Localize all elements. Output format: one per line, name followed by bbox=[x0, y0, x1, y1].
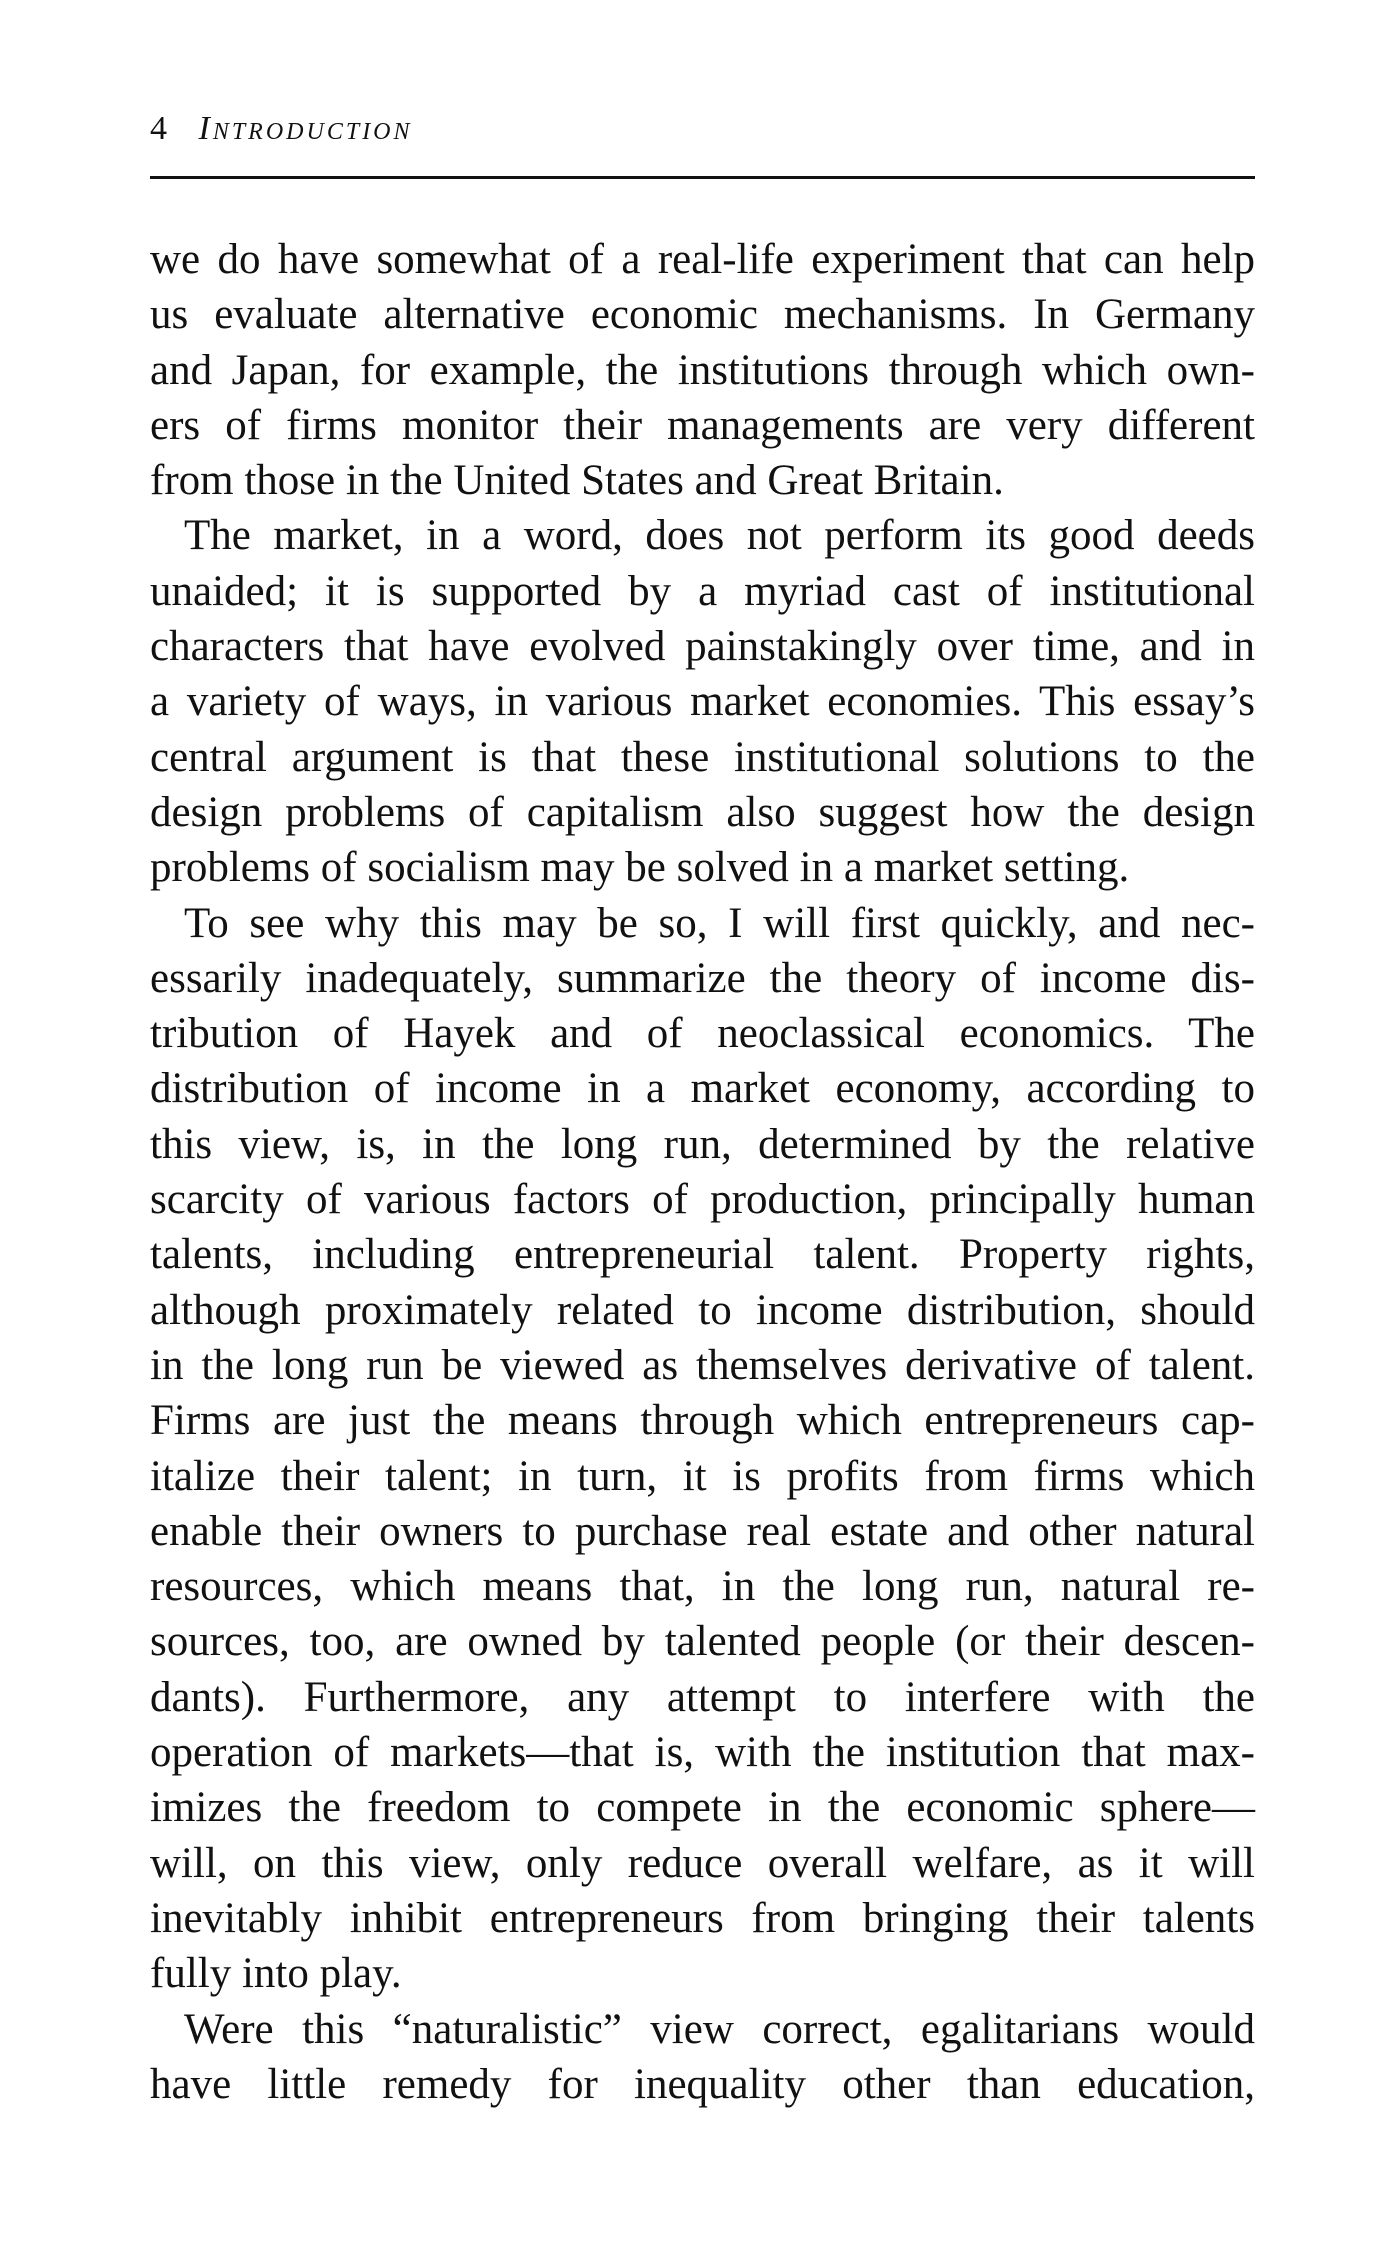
text-line: a variety of ways, in various market economies. This essay’s bbox=[150, 678, 1255, 726]
text-line: have little remedy for inequality other than education, bbox=[150, 2060, 1255, 2108]
section-title: Introduction bbox=[198, 110, 413, 147]
text-line: distribution of income in a market economy, according to bbox=[150, 1065, 1255, 1113]
text-line: problems of socialism may be solved in a market setting. bbox=[150, 844, 1130, 892]
text-line: us evaluate alternative economic mechanisms. In Germany bbox=[150, 291, 1255, 339]
text-line: will, on this view, only reduce overall welfare, as it will bbox=[150, 1839, 1255, 1887]
text-line: essarily inadequately, summarize the theory of income dis- bbox=[150, 954, 1255, 1002]
text-line: unaided; it is supported by a myriad cast of institutional bbox=[150, 567, 1255, 615]
text-line: enable their owners to purchase real estate and other natural bbox=[150, 1507, 1255, 1555]
text-line: tribution of Hayek and of neoclassical economics. The bbox=[150, 1010, 1255, 1058]
text-line: central argument is that these institutional solutions to the bbox=[150, 733, 1255, 781]
text-line: talents, including entrepreneurial talent. Property rights, bbox=[150, 1231, 1255, 1279]
text-line: The market, in a word, does not perform its good deeds bbox=[184, 512, 1255, 560]
text-line: resources, which means that, in the long run, natural re- bbox=[150, 1563, 1255, 1611]
page-number: 4 bbox=[150, 110, 168, 147]
text-line: and Japan, for example, the institutions through which own- bbox=[150, 346, 1255, 394]
text-line: Were this “naturalistic” view correct, egalitarians would bbox=[184, 2005, 1255, 2053]
text-line: italize their talent; in turn, it is profits from firms which bbox=[150, 1452, 1255, 1500]
text-line: inevitably inhibit entrepreneurs from bringing their talents bbox=[150, 1894, 1255, 1942]
text-line: imizes the freedom to compete in the economic sphere— bbox=[150, 1784, 1255, 1832]
body-text bbox=[150, 232, 1255, 2112]
text-line: in the long run be viewed as themselves derivative of talent. bbox=[150, 1341, 1255, 1389]
text-line: this view, is, in the long run, determined by the relative bbox=[150, 1120, 1255, 1168]
text-line: design problems of capitalism also suggest how the design bbox=[150, 788, 1255, 836]
text-line: operation of markets—that is, with the institution that max- bbox=[150, 1729, 1255, 1777]
header-rule bbox=[150, 176, 1255, 179]
text-line: dants). Furthermore, any attempt to interfere with the bbox=[150, 1673, 1255, 1721]
text-line: sources, too, are owned by talented people (or their descen- bbox=[150, 1618, 1255, 1666]
running-head bbox=[150, 112, 413, 146]
text-line: although proximately related to income distribution, should bbox=[150, 1286, 1255, 1334]
text-line: Firms are just the means through which entrepreneurs cap- bbox=[150, 1397, 1255, 1445]
text-line: ers of firms monitor their managements are very different bbox=[150, 401, 1255, 449]
text-line: characters that have evolved painstakingly over time, and in bbox=[150, 623, 1255, 671]
text-line: fully into play. bbox=[150, 1950, 402, 1998]
text-line: we do have somewhat of a real-life experiment that can help bbox=[150, 236, 1255, 283]
text-line: from those in the United States and Great Britain. bbox=[150, 457, 1004, 505]
text-line: scarcity of various factors of production, principally human bbox=[150, 1176, 1255, 1224]
text-line: To see why this may be so, I will first quickly, and nec- bbox=[184, 899, 1255, 947]
